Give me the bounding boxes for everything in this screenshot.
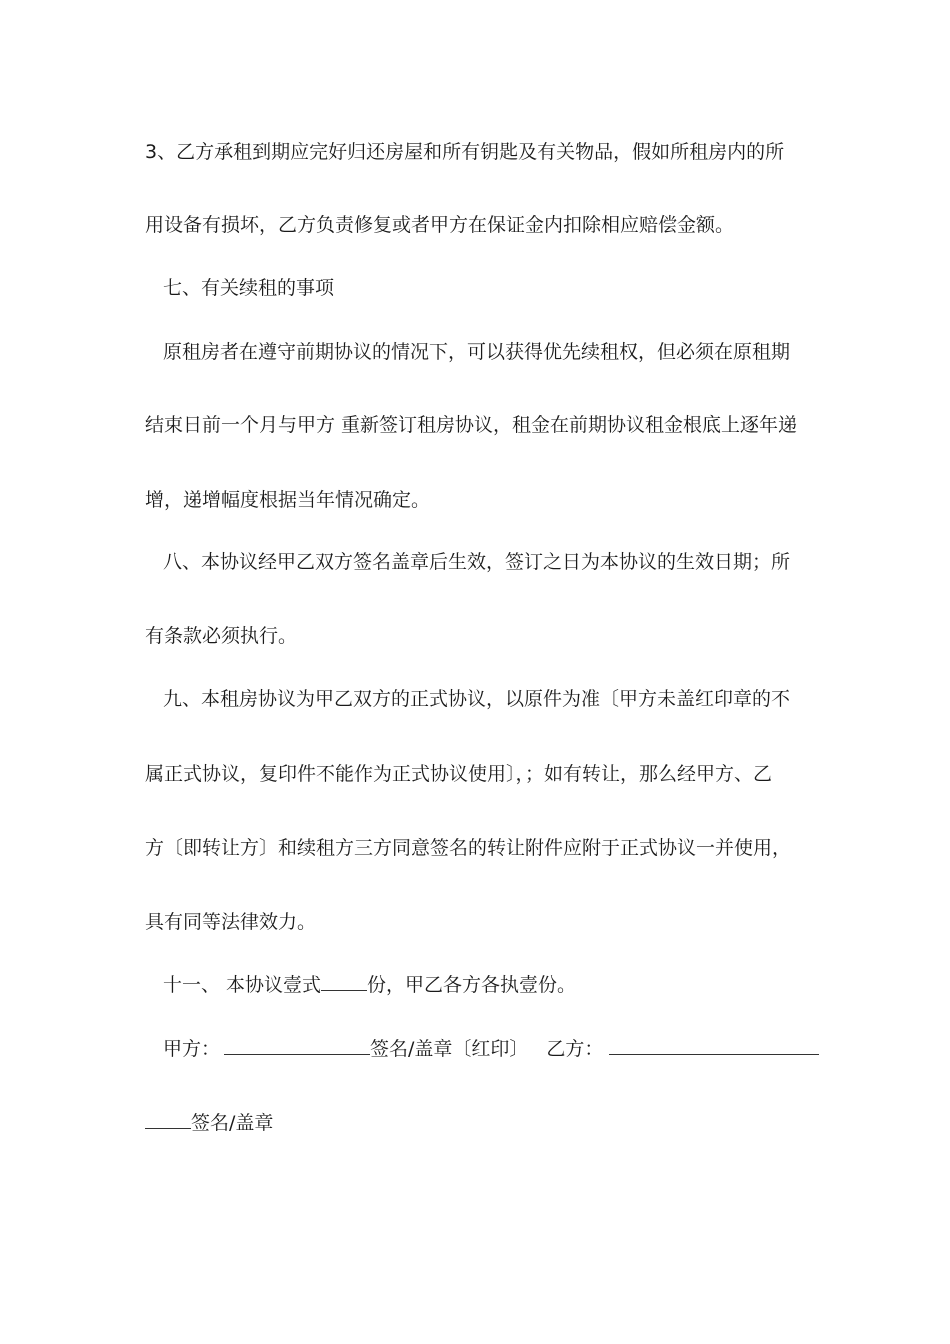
section-7-line-3: 增，递增幅度根据当年情况确定。 [145, 489, 431, 511]
party-b-sign-blank [145, 1110, 191, 1129]
section-9-line-2: 属正式协议，复印件不能作为正式协议使用〕，；如有转让，那么经甲方、乙 [145, 763, 773, 785]
section-7-line-1: 原租房者在遵守前期协议的情况下，可以获得优先续租权，但必须在原租期 [163, 341, 791, 363]
copies-prefix: 十一、 本协议壹式 [163, 974, 322, 996]
copies-suffix: 份，甲乙各方各执壹份。 [367, 974, 577, 996]
copies-count-blank [321, 972, 367, 991]
party-a-blank [224, 1036, 370, 1055]
section-9-line-3: 方〔即转让方〕和续租方三方同意签名的转让附件应附于正式协议一并使用， [145, 837, 792, 859]
section-11-line [163, 972, 576, 997]
party-b-sign-label: 签名/盖章 [191, 1112, 274, 1134]
section-9-line-1: 九、本租房协议为甲乙双方的正式协议，以原件为准〔甲方未盖红印章的不 [163, 688, 791, 710]
signature-tail-line [145, 1110, 273, 1135]
party-b-label: 乙方： [546, 1038, 604, 1060]
party-b-blank [609, 1036, 819, 1055]
clause-3-line-2: 用设备有损坏，乙方负责修复或者甲方在保证金内扣除相应赔偿金额。 [145, 214, 735, 236]
section-9-line-4: 具有同等法律效力。 [145, 911, 317, 933]
clause-3-line-1: 3、乙方承租到期应完好归还房屋和所有钥匙及有关物品，假如所租房内的所 [145, 141, 785, 163]
section-8-line-1: 八、本协议经甲乙双方签名盖章后生效，签订之日为本协议的生效日期；所 [163, 551, 791, 573]
section-7-line-2: 结束日前一个月与甲方 重新签订租房协议，租金在前期协议租金根底上逐年递 [145, 414, 798, 436]
section-7-heading: 七、有关续租的事项 [163, 277, 335, 299]
signature-line [163, 1036, 819, 1061]
section-8-line-2: 有条款必须执行。 [145, 625, 298, 647]
party-a-label: 甲方： [163, 1038, 221, 1060]
party-a-sign-label: 签名/盖章〔红印〕 [370, 1038, 529, 1060]
